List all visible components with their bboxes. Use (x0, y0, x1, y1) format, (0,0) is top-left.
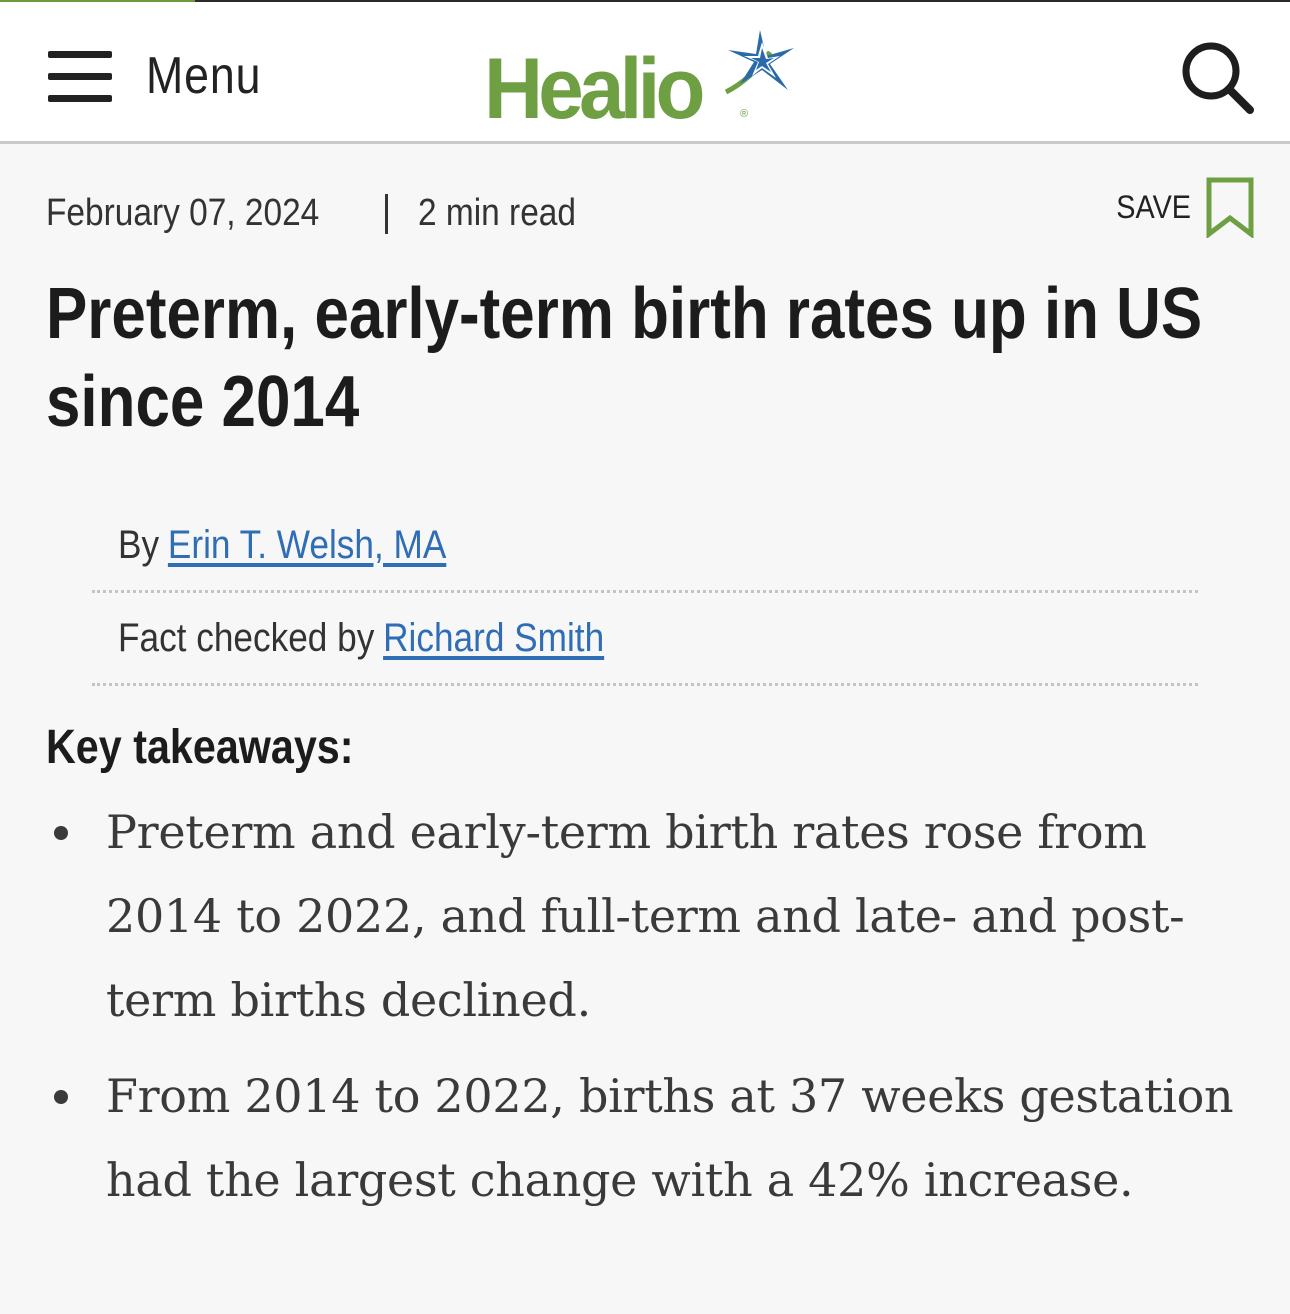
search-button[interactable] (1180, 40, 1256, 116)
healio-logo[interactable] (484, 22, 814, 137)
takeaway-text: Preterm and early-term birth rates rose from 2014 to 2022, and full-term and late- and post-term births declined. (106, 805, 1185, 1027)
fact-check-line (92, 593, 1198, 686)
article-meta (46, 192, 597, 235)
save-button[interactable] (1108, 176, 1255, 238)
takeaway-item (0, 1054, 1290, 1222)
save-label: SAVE (1116, 188, 1191, 225)
bullet-icon (54, 826, 68, 840)
takeaway-text: From 2014 to 2022, births at 37 weeks gestation had the largest change with a 42% increase. (106, 1069, 1234, 1207)
key-takeaways-heading: Key takeaways: (46, 721, 354, 774)
logo-star-icon (718, 26, 802, 102)
key-takeaways-list (0, 790, 1290, 1234)
fact-checker-link[interactable]: Richard Smith (383, 615, 605, 660)
author-link[interactable]: Erin T. Welsh, MA (167, 522, 447, 567)
search-icon (1180, 40, 1256, 116)
bullet-icon (54, 1090, 68, 1104)
meta-divider (385, 194, 388, 234)
logo-wordmark: Healio (484, 41, 701, 137)
publish-date: February 07, 2024 (46, 192, 320, 234)
byline-prefix: By (118, 522, 160, 567)
menu-label: Menu (146, 47, 262, 105)
article-credits (92, 500, 1198, 686)
byline (92, 500, 1198, 593)
registered-mark: ® (740, 108, 749, 120)
takeaway-item (0, 790, 1290, 1042)
menu-button[interactable] (48, 46, 280, 106)
fact-check-prefix: Fact checked by (118, 615, 375, 660)
hamburger-icon (48, 47, 112, 105)
site-header (0, 2, 1290, 144)
article-title: Preterm, early-term birth rates up in US since 2014 (46, 274, 1203, 442)
bookmark-icon (1205, 176, 1255, 238)
read-time: 2 min read (417, 192, 576, 234)
